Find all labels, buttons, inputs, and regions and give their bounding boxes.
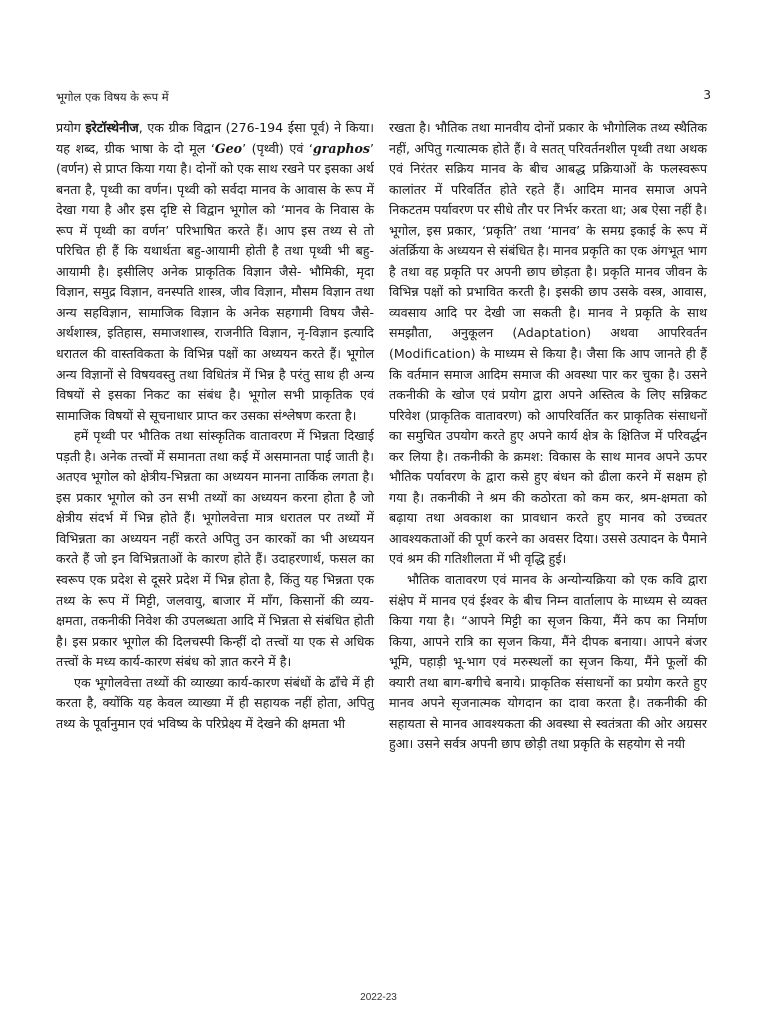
page-number: 3 — [703, 88, 711, 102]
term-geo: Geo — [214, 140, 243, 156]
bold-name: इरेटॉस्थेनीज — [85, 120, 139, 135]
paragraph: हमें पृथ्वी पर भौतिक तथा सांस्कृतिक वातावरण में भिन्नता दिखाई पड़ती है। अनेक तत्त्वों में समानता तथा कई में असमानता पाई जाती है। अतएव भूगोल को क्षेत्रीय-भिन्नता का अध्ययन मानना तार्किक लगता है। इस प्रकार भूगोल को उन सभी तथ्यों का अध्ययन करना होता है जो क्षेत्रीय संदर्भ में भिन्न होते हैं। भूगोलवेत्ता मात्र धरातल पर तथ्यों में विभिन्नता का अध्ययन नहीं करते अपितु उन कारकों का भी अध्ययन करते हैं जो इन विभिन्नताओं के कारण होते हैं। उदाहरणार्थ, फसल का स्वरूप एक प्रदेश से दूसरे प्रदेश में भिन्न होता है, किंतु यह भिन्नता एक तथ्य के रूप में मिट्टी, जलवायु, बाजार में माँग, किसानों की व्यय-क्षमता, तकनीकी निवेश की उपलब्धता आदि में भिन्नता से संबंधित होती है। इस प्रकार भूगोल की दिलचस्पी किन्हीं दो तत्त्वों या एक से अधिक तत्त्वों के मध्य कार्य-कारण संबंध को ज्ञात करने में है। — [56, 428, 374, 670]
left-column — [56, 118, 374, 734]
footer-year: 2022-23 — [360, 992, 397, 1003]
paragraph: एक भूगोलवेत्ता तथ्यों की व्याख्या कार्य-कारण संबंधों के ढाँचे में ही करता है, क्योंकि यह केवल व्याख्या में ही सहायक नहीं होता, अपितु तथ्य के पूर्वानुमान एवं भविष्य के परिप्रेक्ष्य में देखने की क्षमता भी — [56, 674, 374, 731]
paragraph — [56, 118, 374, 426]
term-graphos: graphos — [312, 140, 370, 156]
text-span: प्रयोग — [56, 120, 86, 135]
text-span: ’ (वर्णन) से प्राप्त किया गया है। दोनों को एक साथ रखने पर इसका अर्थ बनता है, पृथ्वी का वर्णन। पृथ्वी को सर्वदा मानव के आवास के रूप में देखा गया है और इस दृष्टि से विद्वान भूगोल को ‘मानव के निवास के रूप में पृथ्वी का वर्णन’ परिभाषित करते हैं। आप इस तथ्य से तो परिचित ही हैं कि यथार्थता बहु-आयामी होती है तथा पृथ्वी भी बहु-आयामी है। इसीलिए अनेक प्राकृतिक विज्ञान जैसे- भौमिकी, मृदा विज्ञान, समुद्र विज्ञान, वनस्पति शास्त्र, जीव विज्ञान, मौसम विज्ञान तथा अन्य सहविज्ञान, सामाजिक विज्ञान के अनेक सहगामी विषय जैसे- अर्थशास्त्र, इतिहास, समाजशास्त्र, राजनीति विज्ञान, नृ-विज्ञान इत्यादि धरातल की वास्तविकता के विभिन्न पक्षों का अध्ययन करते हैं। भूगोल अन्य विज्ञानों से विषयवस्तु तथा विधितंत्र में भिन्न है परंतु साथ ही अन्य विषयों से इसका निकट का संबंध है। भूगोल सभी प्राकृतिक एवं सामाजिक विषयों से सूचनाधार प्राप्त कर उसका संश्लेषण करता है। — [56, 140, 374, 423]
running-title: भूगोल एक विषय के रूप में — [56, 90, 169, 104]
text-span: ’ (पृथ्वी) एवं ‘ — [242, 140, 313, 156]
text-span: , एक ग्रीक विद्वान (276-194 ईसा पूर्व) ने किया। यह शब्द, ग्रीक भाषा के दो मूल ‘ — [56, 120, 375, 156]
paragraph: रखता है। भौतिक तथा मानवीय दोनों प्रकार के भौगोलिक तथ्य स्थैतिक नहीं, अपितु गत्यात्मक होते हैं। वे सतत् परिवर्तनशील पृथ्वी तथा अथक एवं निरंतर सक्रिय मानव के बीच आबद्ध प्रक्रियाओं के फलस्वरूप कालांतर में परिवर्तित होते रहते हैं। आदिम मानव समाज अपने निकटतम पर्यावरण पर सीधे तौर पर निर्भर करता था; अब ऐसा नहीं है। भूगोल, इस प्रकार, ‘प्रकृति’ तथा ‘मानव’ के समग्र इकाई के रूप में अंतर्क्रिया के अध्ययन से संबंधित है। मानव प्रकृति का एक अंगभूत भाग है तथा वह प्रकृति पर अपनी छाप छोड़ता है। प्रकृति मानव जीवन के विभिन्न पक्षों को प्रभावित करती है। इसकी छाप उसके वस्त्र, आवास, व्यवसाय आदि पर देखी जा सकती है। मानव ने प्रकृति के साथ समझौता, अनुकूलन (Adaptation) अथवा आपरिवर्तन (Modification) के माध्यम से किया है। जैसा कि आप जानते ही हैं कि वर्तमान समाज आदिम समाज की अवस्था पार कर चुका है। उसने तकनीकी के खोज एवं प्रयोग द्वारा अपने अस्तित्व के लिए सन्निकट परिवेश (प्राकृतिक वातावरण) को आपरिवर्तित कर प्राकृतिक संसाधनों का समुचित उपयोग करते हुए अपने कार्य क्षेत्र के क्षितिज में परिवर्द्धन कर लिया है। तकनीकी के क्रमश: विकास के साथ मानव अपने ऊपर भौतिक पर्यावरण के द्वारा कसे हुए बंधन को ढीला करने में सक्षम हो गया है। तकनीकी ने श्रम की कठोरता को कम कर, श्रम-क्षमता को बढ़ाया तथा अवकाश का प्रावधान करते हुए मानव को उच्चतर आवश्यकताओं की पूर्ण करने का अवसर दिया। उससे उत्पादन के पैमाने एवं श्रम की गतिशीलता में भी वृद्धि हुई। — [389, 120, 707, 567]
right-column — [389, 118, 707, 755]
paragraph: भौतिक वातावरण एवं मानव के अन्योन्यक्रिया को एक कवि द्वारा संक्षेप में मानव एवं ईश्वर के बीच निम्न वार्तालाप के माध्यम से व्यक्त किया गया है। “आपने मिट्टी का सृजन किया, मैंने कप का निर्माण किया, आपने रात्रि का सृजन किया, मैंने दीपक बनाया। आपने बंजर भूमि, पहाड़ी भू-भाग एवं मरुस्थलों का सृजन किया, मैंने फूलों की क्यारी तथा बाग-बगीचे बनाये। प्राकृतिक संसाधनों का प्रयोग करते हुए मानव अपने सृजनात्मक योगदान का दावा करता है। तकनीकी की सहायता से मानव आवश्यकता की अवस्था से स्वतंत्रता की ओर अग्रसर हुआ। उसने सर्वत्र अपनी छाप छोड़ी तथा प्रकृति के सहयोग से नयी — [389, 572, 707, 752]
